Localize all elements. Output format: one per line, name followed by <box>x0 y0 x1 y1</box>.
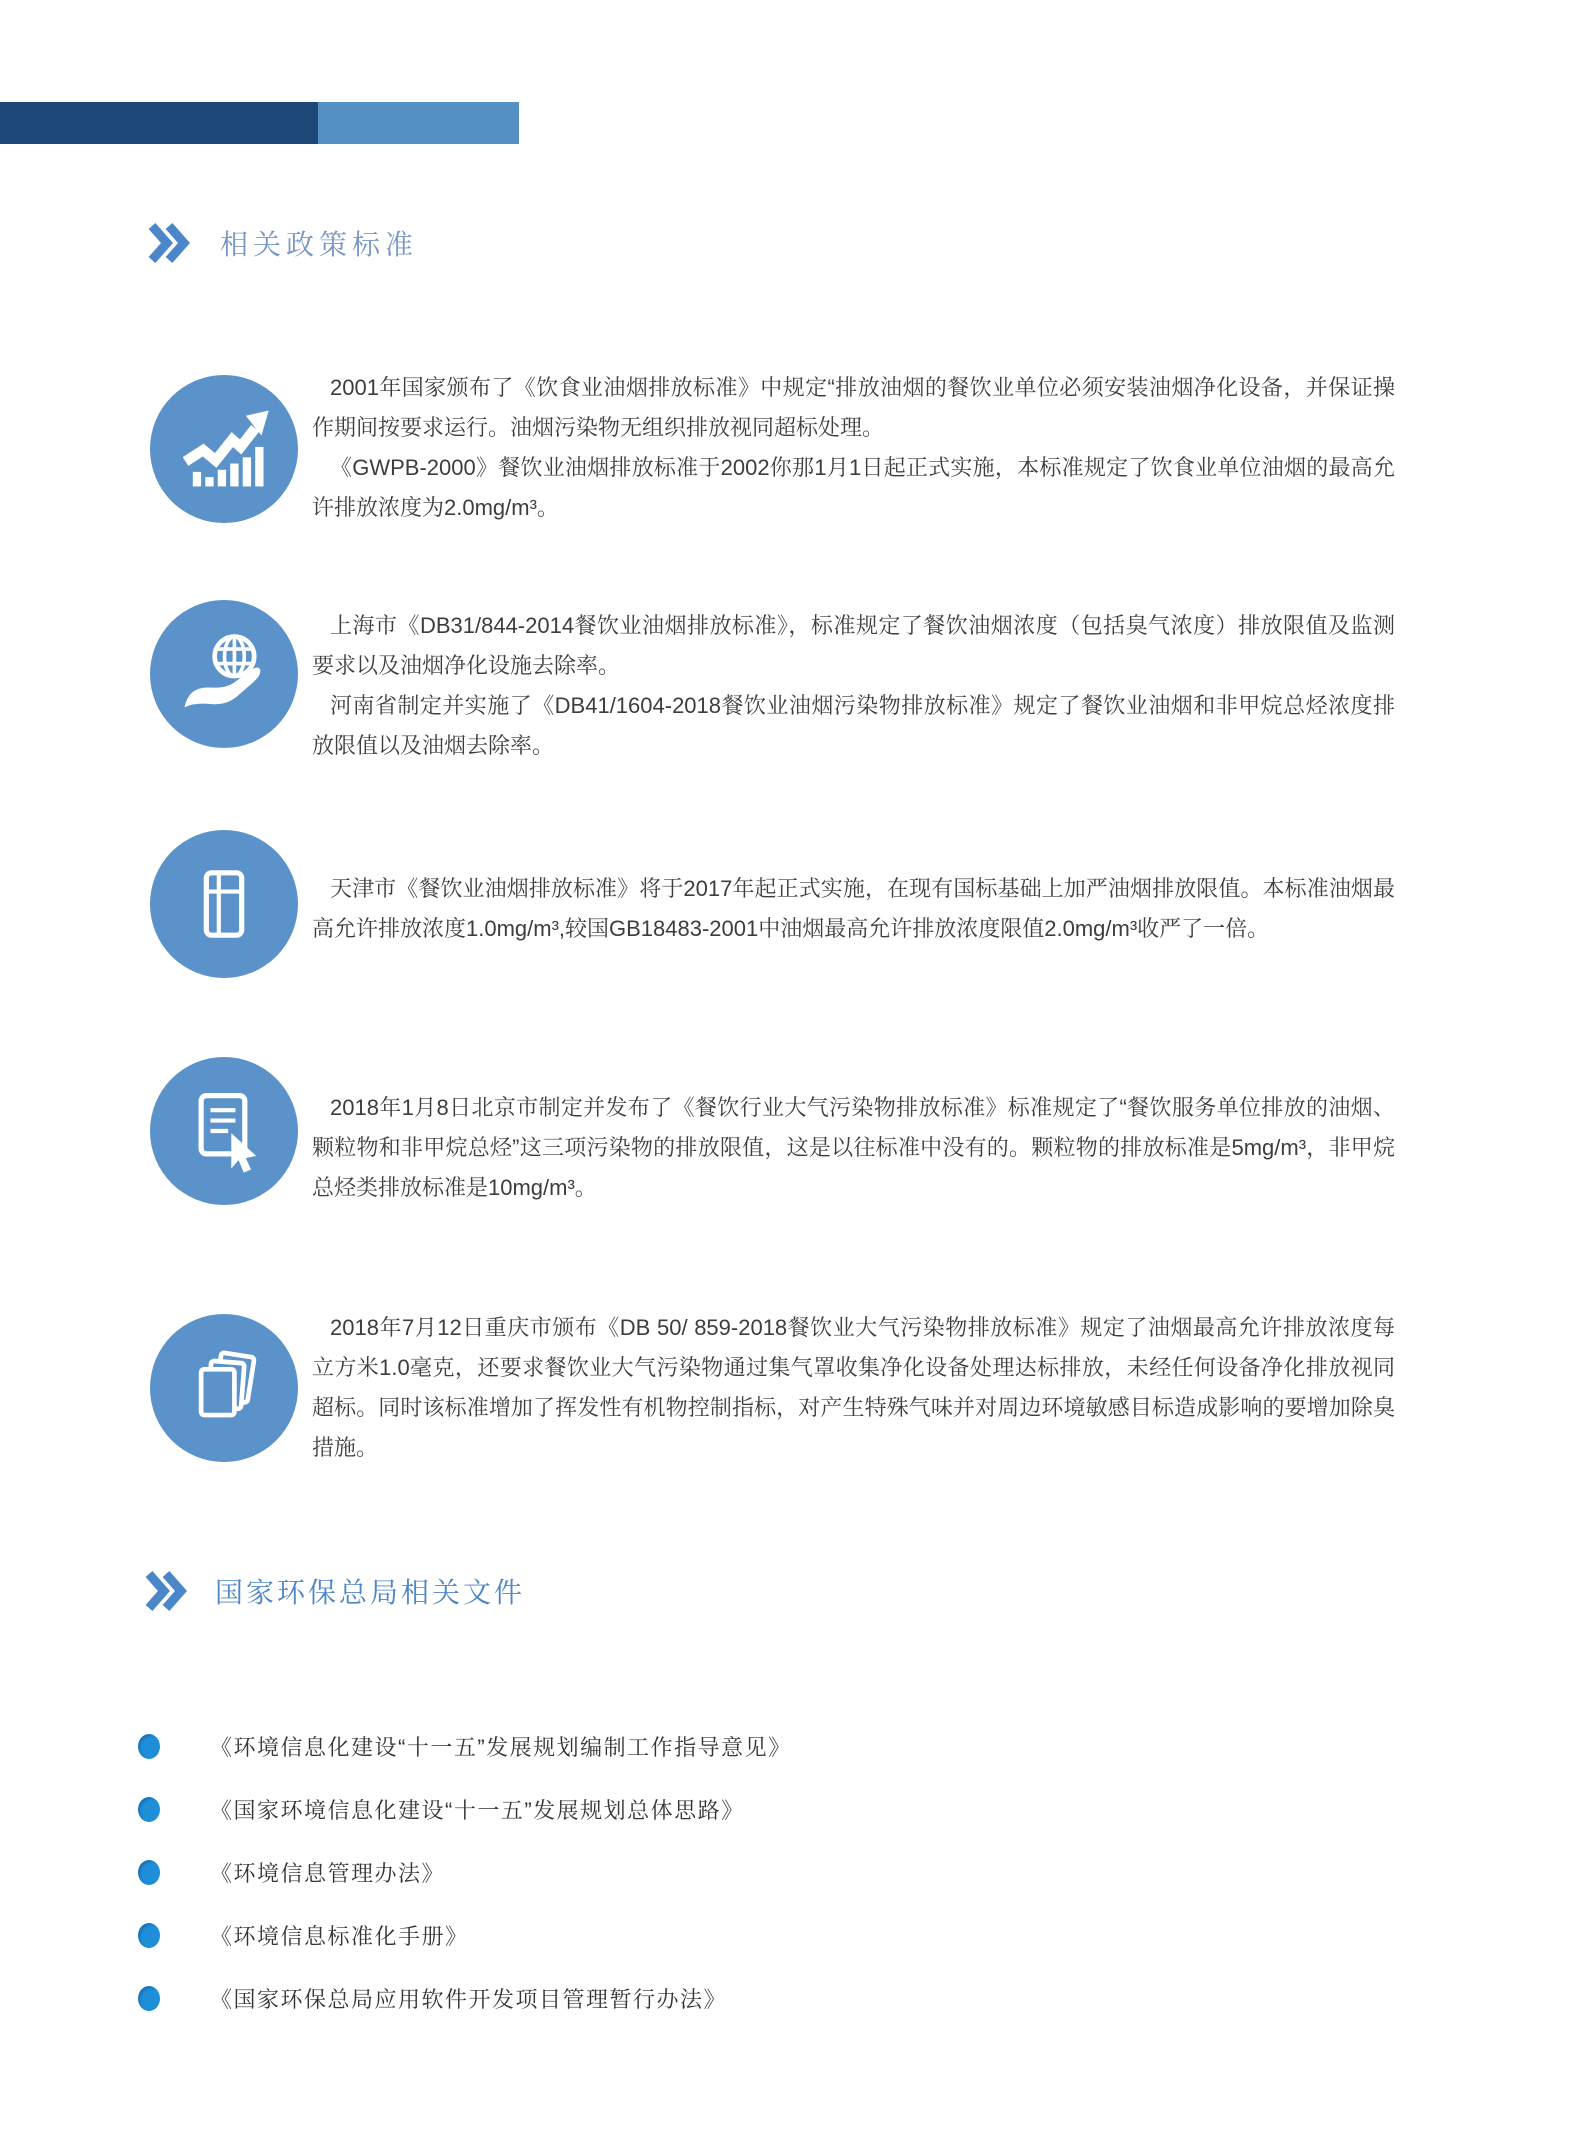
list-item <box>138 1852 792 1892</box>
document-title: 《国家环境信息化建设“十一五”发展规划总体思路》 <box>210 1797 745 1823</box>
policy-block-shanghai-henan <box>150 606 1395 766</box>
document-title: 《环境信息化建设“十一五”发展规划编制工作指导意见》 <box>210 1734 792 1760</box>
sphere-bullet-icon <box>138 1797 160 1822</box>
list-item <box>138 1915 792 1955</box>
stacked-docs-icon <box>150 1314 298 1462</box>
accent-bar-dark-segment <box>0 102 318 144</box>
policy-block-text <box>312 368 1395 528</box>
policy-block-tianjin <box>150 869 1395 949</box>
document-title: 《环境信息管理办法》 <box>210 1860 446 1886</box>
policy-paragraph: 《GWPB-2000》餐饮业油烟排放标准于2002你那1月1日起正式实施，本标准规定了饮食业单位油烟的最高允许排放浓度为2.0mg/m³。 <box>312 455 1395 520</box>
header-accent-bar <box>0 102 519 144</box>
doc-edit-icon <box>150 1057 298 1205</box>
section-header-policy <box>146 220 418 266</box>
policy-paragraph: 2018年1月8日北京市制定并发布了《餐饮行业大气污染物排放标准》标准规定了“餐饮服务单位排放的油烟、颗粒物和非甲烷总烃”这三项污染物的排放限值，这是以往标准中没有的。颗粒物的排放标准是5mg/m³，非甲烷总烃类排放标准是10mg/m³。 <box>312 1095 1395 1200</box>
policy-paragraph: 2001年国家颁布了《饮食业油烟排放标准》中规定“排放油烟的餐饮业单位必须安装油烟净化设备，并保证操作期间按要求运行。油烟污染物无组织排放视同超标处理。 <box>312 375 1395 440</box>
policy-paragraph: 天津市《餐饮业油烟排放标准》将于2017年起正式实施，在现有国标基础上加严油烟排放限值。本标准油烟最高允许排放浓度1.0mg/m³,较国GB18483-2001中油烟最高允许排放浓度限值2.0mg/m³收严了一倍。 <box>312 876 1395 941</box>
policy-paragraph: 2018年7月12日重庆市颁布《DB 50/ 859-2018餐饮业大气污染物排放标准》规定了油烟最高允许排放浓度每立方米1.0毫克，还要求餐饮业大气污染物通过集气罩收集净化设备处理达标排放，未经任何设备净化排放视同超标。同时该标准增加了挥发性有机物控制指标，对产生特殊气味并对周边环境敏感目标造成影响的要增加除臭措施。 <box>312 1315 1395 1460</box>
ledger-icon <box>150 830 298 978</box>
sphere-bullet-icon <box>138 1923 160 1948</box>
policy-block-text <box>312 606 1395 766</box>
policy-block-text <box>312 869 1395 949</box>
policy-paragraph: 上海市《DB31/844-2014餐饮业油烟排放标准》，标准规定了餐饮油烟浓度（包括臭气浓度）排放限值及监测要求以及油烟净化设施去除率。 <box>312 613 1395 678</box>
document-title: 《环境信息标准化手册》 <box>210 1923 469 1949</box>
list-item <box>138 1726 792 1766</box>
globe-hand-icon <box>150 600 298 748</box>
double-chevron-right-icon <box>143 1568 187 1614</box>
section-header-documents <box>143 1568 525 1614</box>
policy-block-text <box>312 1308 1395 1468</box>
policy-block-beijing <box>150 1088 1395 1208</box>
double-chevron-right-icon <box>146 220 190 266</box>
accent-bar-light-segment <box>318 102 519 144</box>
policy-block-text <box>312 1088 1395 1208</box>
section-title-policy: 相关政策标准 <box>220 229 419 260</box>
policy-block-national-2001 <box>150 368 1395 528</box>
sphere-bullet-icon <box>138 1986 160 2011</box>
policy-paragraph: 河南省制定并实施了《DB41/1604-2018餐饮业油烟污染物排放标准》规定了餐饮业油烟和非甲烷总烃浓度排放限值以及油烟去除率。 <box>312 693 1395 758</box>
list-item <box>138 1789 792 1829</box>
list-item <box>138 1978 792 2018</box>
section-title-documents: 国家环保总局相关文件 <box>215 1577 526 1608</box>
sphere-bullet-icon <box>138 1734 160 1759</box>
chart-up-icon <box>150 375 298 523</box>
sphere-bullet-icon <box>138 1860 160 1885</box>
document-title: 《国家环保总局应用软件开发项目管理暂行办法》 <box>210 1986 728 2012</box>
documents-list <box>138 1726 792 2041</box>
policy-block-chongqing <box>150 1308 1395 1468</box>
